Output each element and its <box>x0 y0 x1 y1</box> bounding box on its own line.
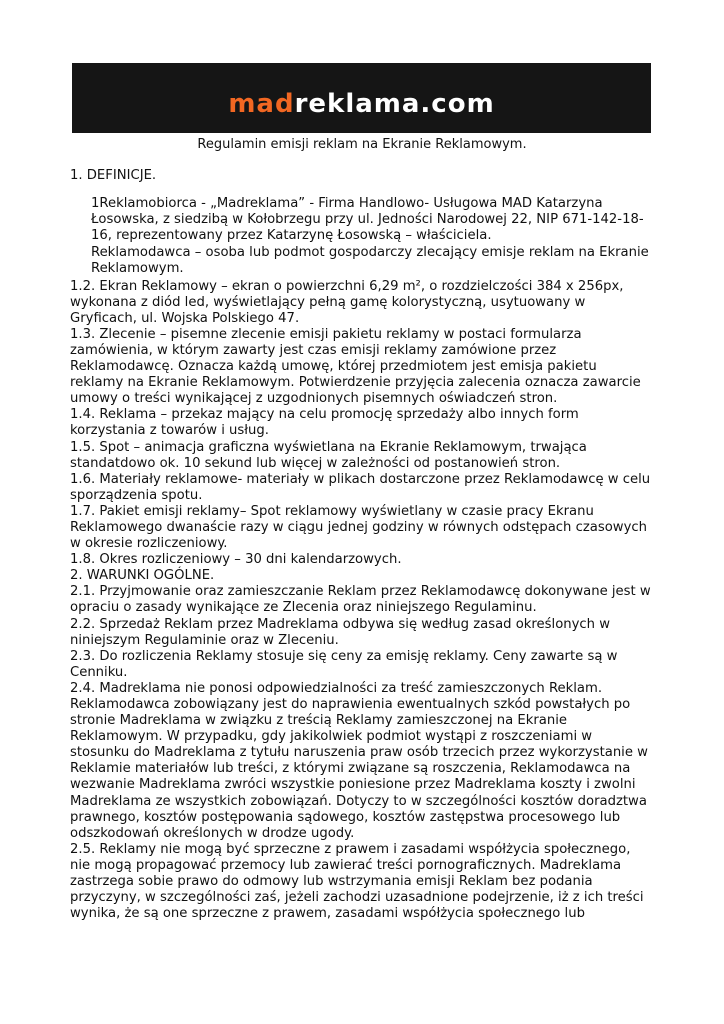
definition-reklamodawca: Reklamodawca – osoba lub podmot gospodarczy zlecający emisje reklam na Ekranie Reklamowym. <box>91 245 649 277</box>
section-heading-general: 2. WARUNKI OGÓLNE. <box>70 568 215 584</box>
paragraph-1-7: 1.7. Pakiet emisji reklamy– Spot reklamowy wyświetlany w czasie pracy Ekranu Reklamowego dwanaście razy w ciągu jednej godziny w równych odstępach czasowych w okresie rozliczeniowy. <box>70 503 647 552</box>
section-heading-definitions: 1. DEFINICJE. <box>70 168 157 183</box>
paragraph-1-2: 1.2. Ekran Reklamowy – ekran o powierzchni 6,29 m², o rozdzielczości 384 x 256px, wykonana z diód led, wyświetlający pełną gamę kolorystyczną, usytuowany w Gryficach, ul. Wojska Polskiego 47. <box>70 278 624 326</box>
paragraph-1-8: 1.8. Okres rozliczeniowy – 30 dni kalendarzowych. <box>70 552 402 568</box>
paragraph-2-1: 2.1. Przyjmowanie oraz zamieszczanie Reklam przez Reklamodawcę dokonywane jest w opraciu o zasady wynikające ze Zlecenia oraz niniejszego Regulaminu. <box>70 584 651 616</box>
logo-mad: mad <box>228 89 295 119</box>
definition-reklamobiorca: 1Reklamobiorca - „Madreklama” - Firma Handlowo- Usługowa MAD Katarzyna Łosowska, z siedzibą w Kołobrzegu przy ul. Jedności Narodowej 22, NIP 671-142-18-16, reprezentowany przez Katarzynę Łosowską – właściciela. <box>91 196 644 244</box>
paragraph-2-5: 2.5. Reklamy nie mogą być sprzeczne z prawem i zasadami współżycia społecznego, nie mogą propagować przemocy lub zawierać treści pornograficznych. Madreklama zastrzega sobie prawo do odmowy lub wstrzymania emisji Reklam bez podania przyczyny, w szczególności zaś, jeżeli zachodzi uzasadnione podejrzenie, iż z ich treści wynika, że są one sprzeczne z prawem, zasadami współżycia społecznego lub <box>70 841 644 922</box>
paragraph-1-5: 1.5. Spot – animacja graficzna wyświetlana na Ekranie Reklamowym, trwająca standatdowo ok. 10 sekund lub więcej w zależności od postanowień stron. <box>70 439 587 471</box>
paragraph-1-6: 1.6. Materiały reklamowe- materiały w plikach dostarczone przez Reklamodawcę w celu sporządzenia spotu. <box>70 471 651 503</box>
paragraph-1-4: 1.4. Reklama – przekaz mający na celu promocję sprzedaży albo innych form korzystania z towarów i usług. <box>70 407 579 439</box>
document-title: Regulamin emisji reklam na Ekranie Reklamowym. <box>197 137 527 152</box>
document-body <box>70 168 654 922</box>
logo-reklama: reklama.com <box>294 89 495 119</box>
paragraph-1-3: 1.3. Zlecenie – pisemne zlecenie emisji pakietu reklamy w postaci formularza zamówienia, w którym zawarty jest czas emisji reklamy zamówione przez Reklamodawcę. Oznacza każdą umowę, której przedmiotem jest emisja pakietu reklamy na Ekranie Reklamowym. Potwierdzenie przyjęcia zalecenia oznacza zawarcie umowy o treści wynikającej z uzgodnionych pisemnych oświadczeń stron. <box>70 326 641 407</box>
paragraph-2-4: 2.4. Madreklama nie ponosi odpowiedzialności za treść zamieszczonych Reklam. Reklamodawca zobowiązany jest do naprawienia ewentualnych szkód powstałych po stronie Madreklama w związku z treścią Reklamy zamieszczonej na Ekranie Reklamowym. W przypadku, gdy jakikolwiek podmiot wystąpi z roszczeniami w stosunku do Madreklama z tytułu naruszenia praw osób trzecich przez wykorzystanie w Reklamie materiałów lub treści, z którymi związane są roszczenia, Reklamodawca na wezwanie Madreklama zwróci wszystkie poniesione przez Madreklama koszty i zwolni Madreklama ze wszystkich zobowiązań. Dotyczy to w szczególności kosztów doradztwa prawnego, kosztów postępowania sądowego, kosztów zastępstwa procesowego lub odszkodowań określonych w drodze ugody. <box>70 680 648 841</box>
header-banner <box>72 63 651 133</box>
site-logo <box>228 89 494 119</box>
paragraph-2-2: 2.2. Sprzedaż Reklam przez Madreklama odbywa się według zasad określonych w niniejszym Regulaminie oraz w Zleceniu. <box>70 616 611 648</box>
paragraph-2-3: 2.3. Do rozliczenia Reklamy stosuje się ceny za emisję reklamy. Ceny zawarte są w Cenniku. <box>70 648 618 680</box>
